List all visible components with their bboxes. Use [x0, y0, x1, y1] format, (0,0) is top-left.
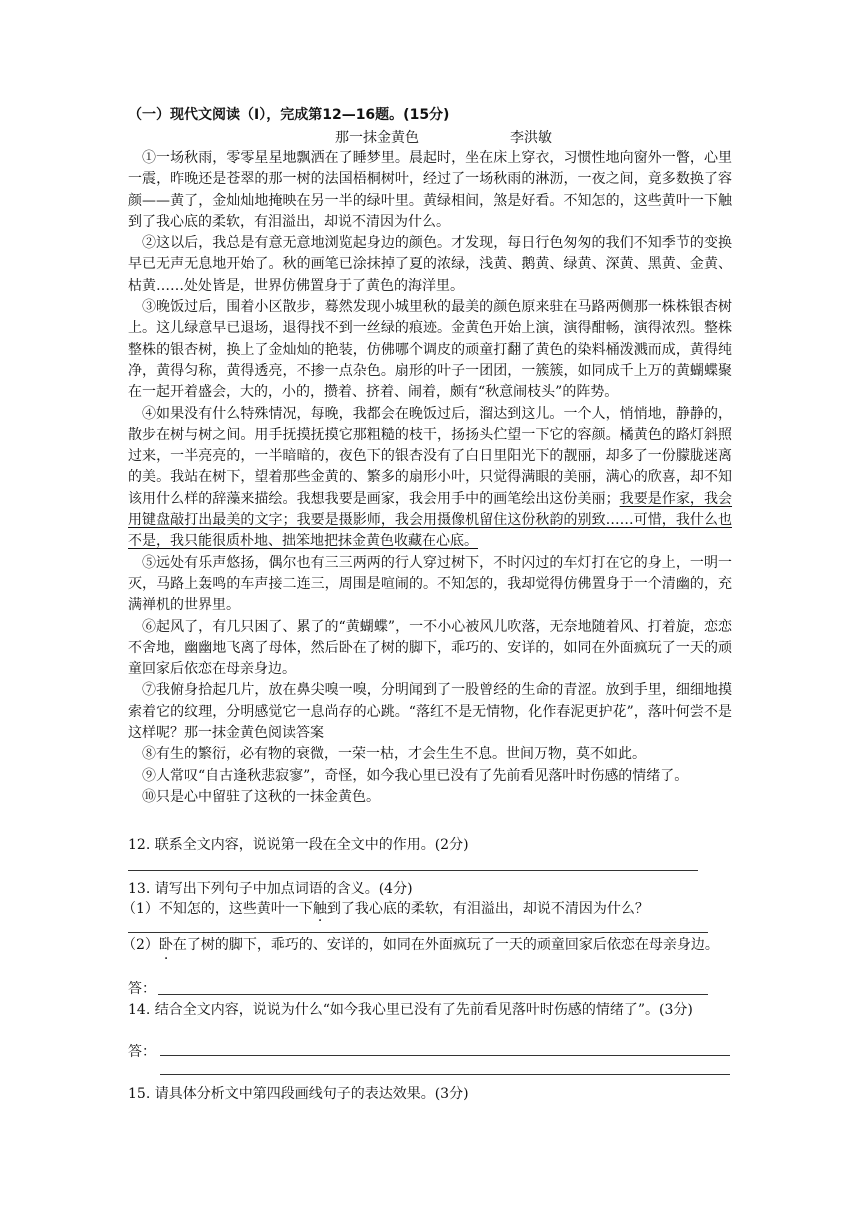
paragraph-2: ②这以后，我总是有意无意地浏览起身边的颜色。才发现，每日行色匆匆的我们不知季节的变换早已无声无息地开始了。秋的画笔已涂抹掉了夏的浓绿，浅黄、鹅黄、绿黄、深黄、黑黄、金黄、枯黄……处处皆是，世界仿佛置身于了黄色的海洋里。 [128, 235, 732, 294]
q13-1-text-a: （1）不知怎的，这些黄叶一下 [122, 901, 313, 917]
paragraph-6: ⑥起风了，有几只困了、累了的“黄蝴蝶”，一不小心被风儿吹落，无奈地随着风、打着旋，恋恋不舍地，幽幽地飞离了母体，然后卧在了树的脚下，乖巧的、安详的，如同在外面疯玩了一天的顽童回家后依恋在母亲身边。 [128, 618, 732, 678]
paragraph-4-text: ④如果没有什么特殊情况，每晚，我都会在晚饭过后，溜达到这儿。一个人，悄悄地，静静的，散步在树与树之间。用手抚摸抚摸它那粗糙的枝干，扬扬头伫望一下它的容颜。橘黄色的路灯斜照过来，一半亮亮的，一半暗暗的，夜色下的银杏没有了白日里阳光下的靓丽，却多了一份朦胧迷离的美。我站在树下，望着那些金黄的、繁多的扇形小叶，只觉得满眼的美丽，满心的欣喜，却不知该用什么样的辞藻来描绘。我想我要是画家，我会用手中的画笔绘出这份美丽； [128, 405, 732, 507]
question-13-2 [122, 935, 726, 957]
paragraph-1: ①一场秋雨，零零星星地飘洒在了睡梦里。晨起时，坐在床上穿衣，习惯性地向窗外一瞥，心里一震，昨晚还是苍翠的那一树的法国梧桐树叶，经过了一场秋雨的淋沥，一夜之间，竟多数换了容颜——黄了，金灿灿地掩映在另一半的绿叶里。黄绿相间，煞是好看。不知怎的，这些黄叶一下触到了我心底的柔软，有泪溢出，却说不清因为什么。 [128, 150, 732, 230]
section-heading: （一）现代文阅读（Ⅰ），完成第12—16题。(15分) [128, 107, 450, 123]
answer-label-13-2: 答： [128, 981, 156, 997]
answer-label-14: 答： [128, 1044, 156, 1060]
article-body [128, 148, 732, 808]
question-15: 15. 请具体分析文中第四段画线句子的表达效果。(3分) [128, 1086, 469, 1102]
paragraph-3: ③晚饭过后，围着小区散步，蓦然发现小城里秋的最美的颜色原来驻在马路两侧那一株株银杏树上。这儿绿意早已退场，退得找不到一丝绿的痕迹。金黄色开始上演，演得酣畅，演得浓烈。整株整株的银杏树，换上了金灿灿的艳装，仿佛哪个调皮的顽童打翻了黄色的染料桶泼溅而成，黄得纯净，黄得匀称，黄得透亮，不掺一点杂色。扇形的叶子一团团，一簇簇，如同成千上万的黄蝴蝶聚在一起开着盛会，大的，小的，攒着、挤着、闹着，颇有“秋意闹枝头”的阵势。 [128, 299, 732, 401]
question-12: 12. 联系全文内容，说说第一段在全文中的作用。(2分) [128, 837, 469, 853]
paragraph-5: ⑤远处有乐声悠扬，偶尔也有三三两两的行人穿过树下，不时闪过的车灯打在它的身上，一明一灭，马路上轰鸣的车声接二连三，周围是喧闹的。不知怎的，我却觉得仿佛置身于一个清幽的，充满禅机的世界里。 [128, 554, 732, 614]
paragraph-7: ⑦我俯身拾起几片，放在鼻尖嗅一嗅，分明闻到了一股曾经的生命的青涩。放到手里，细细地摸索着它的纹理，分明感觉它一息尚存的心跳。“落红不是无情物，化作春泥更护花”，落叶何尝不是这样呢？那一抹金黄色阅读答案 [128, 682, 732, 742]
q13-2-text-a: （2） [122, 937, 159, 953]
paragraph-4 [128, 404, 732, 553]
q13-2-dotted-word: 卧 [158, 937, 173, 953]
q13-1-text-b: 到了我心底的柔软，有泪溢出，却说不清因为什么？ [326, 901, 649, 917]
underlined-sentence: 我要是作家，我会用键盘敲打出最美的文字；我要是摄影师，我会用摄像机留住这份秋韵的别致……可惜，我什么也不是，我只能很质朴地、拙笨地把抹金黄色收藏在心底。 [128, 490, 733, 550]
question-13: 13. 请写出下列句子中加点词语的含义。(4分) [128, 881, 413, 897]
answer-line-14b[interactable] [160, 1074, 730, 1075]
answer-line-14a[interactable] [160, 1055, 730, 1056]
article-title: 那一抹金黄色 [335, 130, 419, 146]
paragraph-10: ⑩只是心中留驻了这秋的一抹金黄色。 [142, 788, 380, 805]
question-14: 14. 结合全文内容，说说为什么“如今我心里已没有了先前看见落叶时伤感的情绪了”。(3分) [128, 1002, 693, 1018]
answer-line-13-2[interactable] [158, 994, 708, 995]
q13-2-text-b: 在了树的脚下，乖巧的、安详的，如同在外面疯玩了一天的顽童回家后依恋在母亲身边。 [172, 937, 719, 953]
article-author: 李洪敏 [510, 130, 552, 146]
q13-1-dotted-word: 触 [312, 901, 327, 917]
paragraph-8: ⑧有生的繁衍，必有物的衰微，一荣一枯，才会生生不息。世间万物，莫不如此。 [142, 746, 646, 763]
paragraph-9: ⑨人常叹“自古逢秋悲寂寥”，奇怪，如今我心里已没有了先前看见落叶时伤感的情绪了。 [142, 767, 689, 784]
answer-line-13-1[interactable] [128, 932, 708, 933]
question-13-1 [122, 898, 649, 918]
answer-line-12[interactable] [128, 870, 698, 871]
